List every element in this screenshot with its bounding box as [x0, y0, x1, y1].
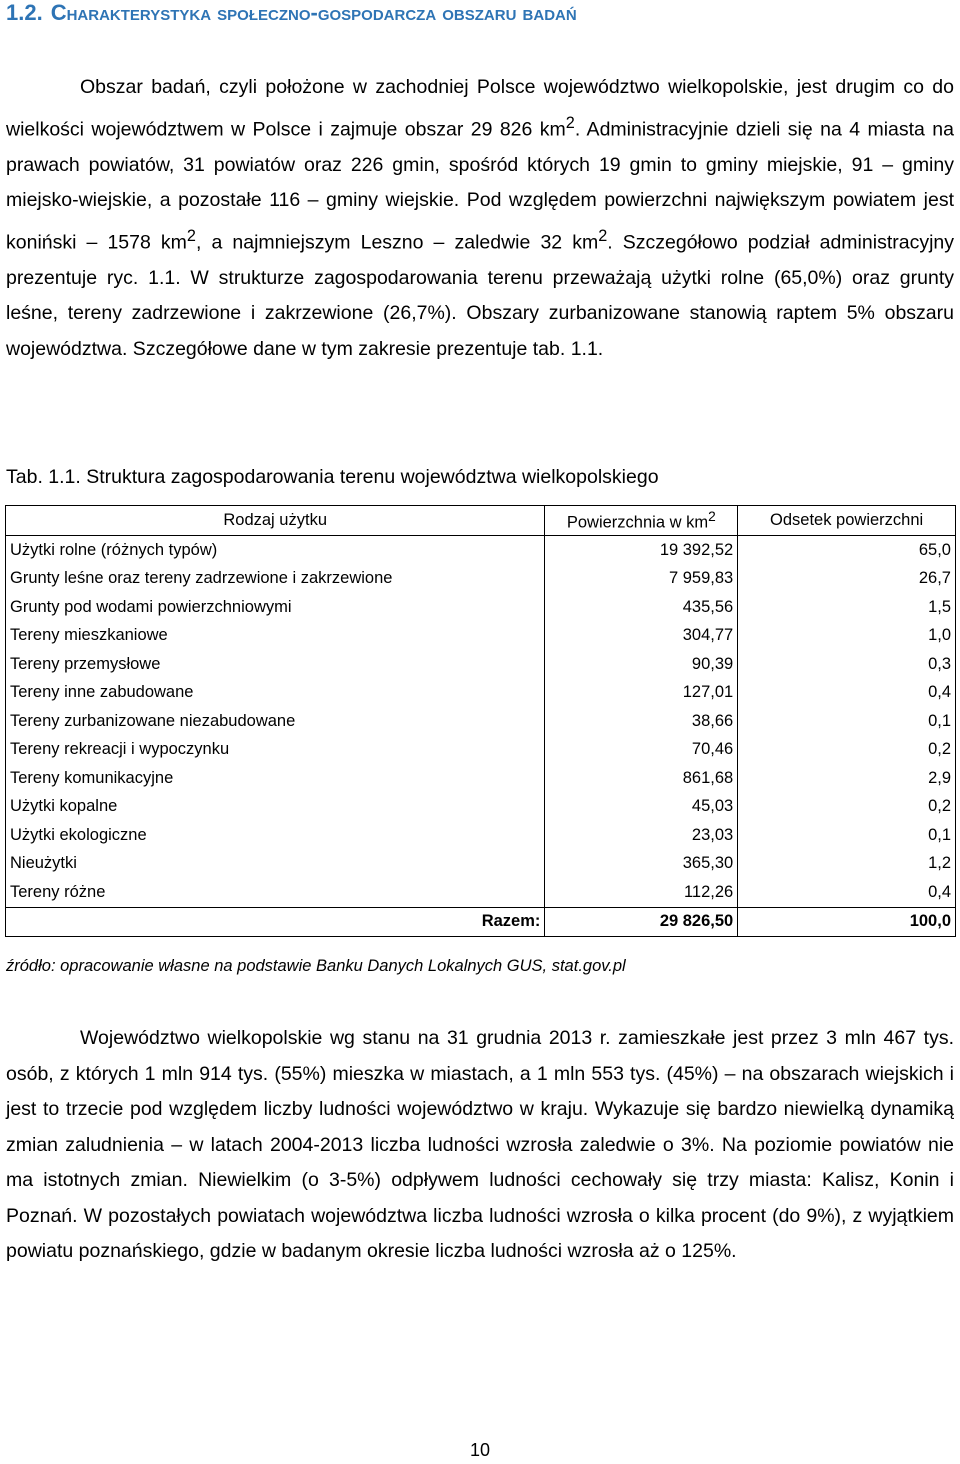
- table-row: [6, 764, 956, 793]
- cell-share: 0,4: [738, 679, 956, 708]
- cell-share: 0,3: [738, 650, 956, 679]
- cell-type: Tereny różne: [6, 878, 545, 907]
- cell-type: Użytki ekologiczne: [6, 821, 545, 850]
- table-row: [6, 793, 956, 822]
- cell-share: 1,5: [738, 593, 956, 622]
- table-total-row: [6, 907, 956, 937]
- cell-type: Tereny komunikacyjne: [6, 764, 545, 793]
- cell-area: 70,46: [545, 736, 738, 765]
- cell-type: Nieużytki: [6, 850, 545, 879]
- cell-type: Tereny zurbanizowane niezabudowane: [6, 707, 545, 736]
- cell-share: 0,2: [738, 793, 956, 822]
- cell-area: 38,66: [545, 707, 738, 736]
- table-body: [6, 536, 956, 908]
- cell-share: 1,2: [738, 850, 956, 879]
- cell-area: 112,26: [545, 878, 738, 907]
- cell-type: Grunty pod wodami powierzchniowymi: [6, 593, 545, 622]
- table-row: [6, 821, 956, 850]
- intro-paragraph: Obszar badań, czyli położone w zachodniej Polsce województwo wielkopolskie, jest drugim co do wielkości województwem w Polsce i zajmuje obszar 29 826 $km^2$. Administracyjnie dzieli się na 4 miasta na prawach powiatów, 31 powiatów oraz 226 gmin, spośród których 19 gmin to gminy miejskie, 91 – gminy miejsko-wiejskie, a pozostałe 116 – gminy wiejskie. Pod względem powierzchni największym powiatem jest koniński – 1578 $km^2$, a najmniejszym Leszno – zaledwie 32 $km^2$. Szczegółowo podział administracyjny prezentuje ryc. 1.1. W strukturze zagospodarowania terenu przeważają użytki rolne (65,0%) oraz grunty leśne, tereny zadrzewione i zakrzewione (26,7%). Obszary zurbanizowane stanowią raptem 5% obszaru województwa. Szczegółowe dane w tym zakresie prezentuje tab. 1.1.: [6, 76, 954, 360]
- cell-area: 365,30: [545, 850, 738, 879]
- cell-share: 0,2: [738, 736, 956, 765]
- cell-area: 304,77: [545, 622, 738, 651]
- cell-type: Tereny mieszkaniowe: [6, 622, 545, 651]
- cell-area: 7 959,83: [545, 565, 738, 594]
- cell-area: 861,68: [545, 764, 738, 793]
- table-row: [6, 850, 956, 879]
- total-label: Razem:: [6, 907, 545, 937]
- table-row: [6, 878, 956, 907]
- cell-share: 26,7: [738, 565, 956, 594]
- cell-type: Tereny przemysłowe: [6, 650, 545, 679]
- section-title: Charakterystyka społeczno-gospodarcza obszaru badań: [50, 0, 577, 25]
- cell-type: Tereny rekreacji i wypoczynku: [6, 736, 545, 765]
- page-number: 10: [469, 1440, 491, 1460]
- table-caption: Tab. 1.1. Struktura zagospodarowania terenu województwa wielkopolskiego: [6, 466, 659, 488]
- header-area: Powierzchnia w $km^2$: [545, 506, 738, 536]
- table-header-row: [6, 506, 956, 536]
- cell-area: 45,03: [545, 793, 738, 822]
- cell-area: 23,03: [545, 821, 738, 850]
- cell-share: 65,0: [738, 536, 956, 565]
- total-area: 29 826,50: [545, 907, 738, 937]
- land-use-table: [5, 505, 956, 937]
- cell-area: 435,56: [545, 593, 738, 622]
- table-source-note: źródło: opracowanie własne na podstawie Banku Danych Lokalnych GUS, stat.gov.pl: [6, 957, 626, 975]
- table-row: [6, 650, 956, 679]
- cell-share: 0,4: [738, 878, 956, 907]
- total-share: 100,0: [738, 907, 956, 937]
- cell-type: Tereny inne zabudowane: [6, 679, 545, 708]
- cell-share: 0,1: [738, 821, 956, 850]
- table-row: [6, 593, 956, 622]
- section-heading: [6, 0, 577, 26]
- table-row: [6, 565, 956, 594]
- cell-type: Użytki kopalne: [6, 793, 545, 822]
- cell-area: 90,39: [545, 650, 738, 679]
- table-row: [6, 622, 956, 651]
- section-number: 1.2.: [6, 0, 43, 25]
- table-row: [6, 679, 956, 708]
- table-row: [6, 536, 956, 565]
- header-share: Odsetek powierzchni: [738, 506, 956, 536]
- cell-type: Grunty leśne oraz tereny zadrzewione i zakrzewione: [6, 565, 545, 594]
- population-paragraph: Województwo wielkopolskie wg stanu na 31 grudnia 2013 r. zamieszkałe jest przez 3 mln 467 tys. osób, z których 1 mln 914 tys. (55%) mieszka w miastach, a 1 mln 553 tys. (45%) – na obszarach wiejskich i jest to trzecie pod względem liczby ludności województwo w kraju. Wykazuje się bardzo niewielką dynamiką zmian zaludnienia – w latach 2004-2013 liczba ludności wzrosła zaledwie o 3%. Na poziomie powiatów nie ma istotnych zmian. Niewielkim (o 3-5%) odpływem ludności cechowały się trzy miasta: Kalisz, Konin i Poznań. W pozostałych powiatach województwa liczba ludności wzrosła o kilka procent (do 9%), z wyjątkiem powiatu poznańskiego, gdzie w badanym okresie liczba ludności wzrosła aż o 125%.: [6, 1027, 954, 1262]
- cell-area: 127,01: [545, 679, 738, 708]
- cell-share: 1,0: [738, 622, 956, 651]
- table-row: [6, 707, 956, 736]
- cell-area: 19 392,52: [545, 536, 738, 565]
- header-type: Rodzaj użytku: [6, 506, 545, 536]
- cell-share: 0,1: [738, 707, 956, 736]
- cell-type: Użytki rolne (różnych typów): [6, 536, 545, 565]
- table-row: [6, 736, 956, 765]
- cell-share: 2,9: [738, 764, 956, 793]
